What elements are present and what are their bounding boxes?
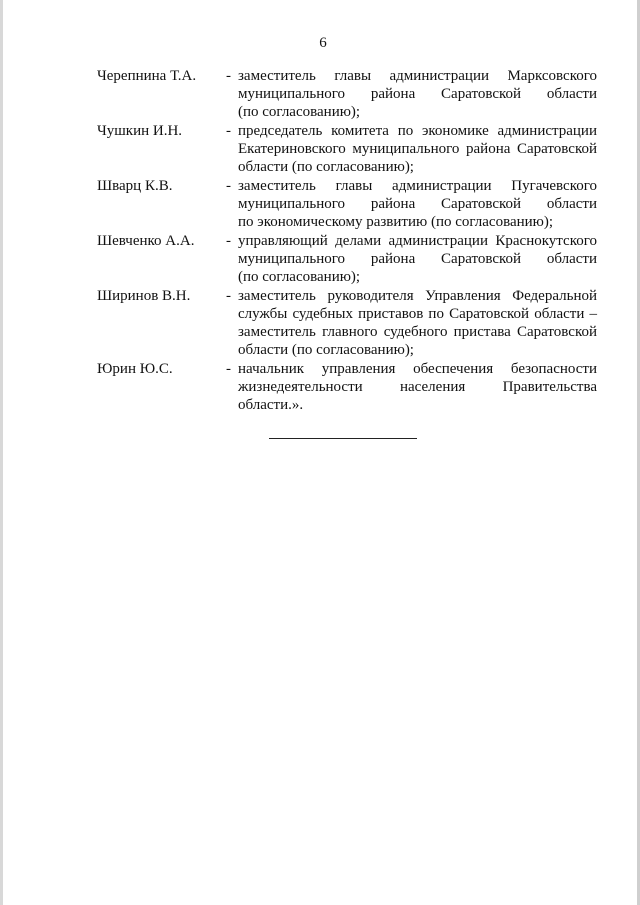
position-line: жизнедеятельности населения Правительства области.». — [238, 379, 597, 413]
page-number: 6 — [319, 35, 327, 51]
position-line: муниципального района Саратовской области — [238, 251, 597, 267]
position-line: муниципального района Саратовской области — [238, 86, 597, 102]
list-item — [97, 287, 597, 359]
list-item — [97, 360, 597, 414]
member-name: Черепнина Т.А. — [97, 68, 197, 84]
list-item — [97, 177, 597, 231]
position-line: начальник управления обеспечения безопасности — [238, 361, 597, 377]
position-line: Екатериновского муниципального района Саратовской — [238, 141, 597, 157]
dash-separator: - — [226, 361, 231, 377]
position-line: заместитель главы администрации Пугачевского — [238, 178, 597, 194]
member-name: Ширинов В.Н. — [97, 288, 191, 304]
position-line: управляющий делами администрации Краснокутского — [238, 233, 597, 249]
member-position — [238, 232, 597, 286]
member-name: Шварц К.В. — [97, 178, 173, 194]
position-line: заместитель руководителя Управления Федеральной — [238, 288, 597, 304]
member-position — [238, 67, 597, 121]
position-line: (по согласованию); — [238, 269, 361, 285]
member-position — [238, 287, 597, 359]
dash-separator: - — [226, 123, 231, 139]
list-item — [97, 232, 597, 286]
list-item — [97, 122, 597, 176]
dash-separator: - — [226, 178, 231, 194]
position-line: заместитель главного судебного пристава Саратовской — [238, 324, 597, 340]
member-position — [238, 360, 597, 414]
member-name: Шевченко А.А. — [97, 233, 195, 249]
position-line: по экономическому развитию (по согласованию); — [238, 214, 554, 230]
position-line: службы судебных приставов по Саратовской области – — [238, 306, 597, 322]
dash-separator: - — [226, 233, 231, 249]
position-line: заместитель главы администрации Марксовского — [238, 68, 597, 84]
position-line: (по согласованию); — [238, 104, 361, 120]
member-position — [238, 122, 597, 176]
end-divider — [269, 438, 417, 439]
members-list — [97, 67, 597, 415]
position-line: области (по согласованию); — [238, 342, 414, 358]
dash-separator: - — [226, 68, 231, 84]
position-line: области (по согласованию); — [238, 159, 414, 175]
member-name: Чушкин И.Н. — [97, 123, 183, 139]
member-position — [238, 177, 597, 231]
member-name: Юрин Ю.С. — [97, 361, 173, 377]
dash-separator: - — [226, 288, 231, 304]
position-line: муниципального района Саратовской области — [238, 196, 597, 212]
list-item — [97, 67, 597, 121]
position-line: председатель комитета по экономике администрации — [238, 123, 597, 139]
